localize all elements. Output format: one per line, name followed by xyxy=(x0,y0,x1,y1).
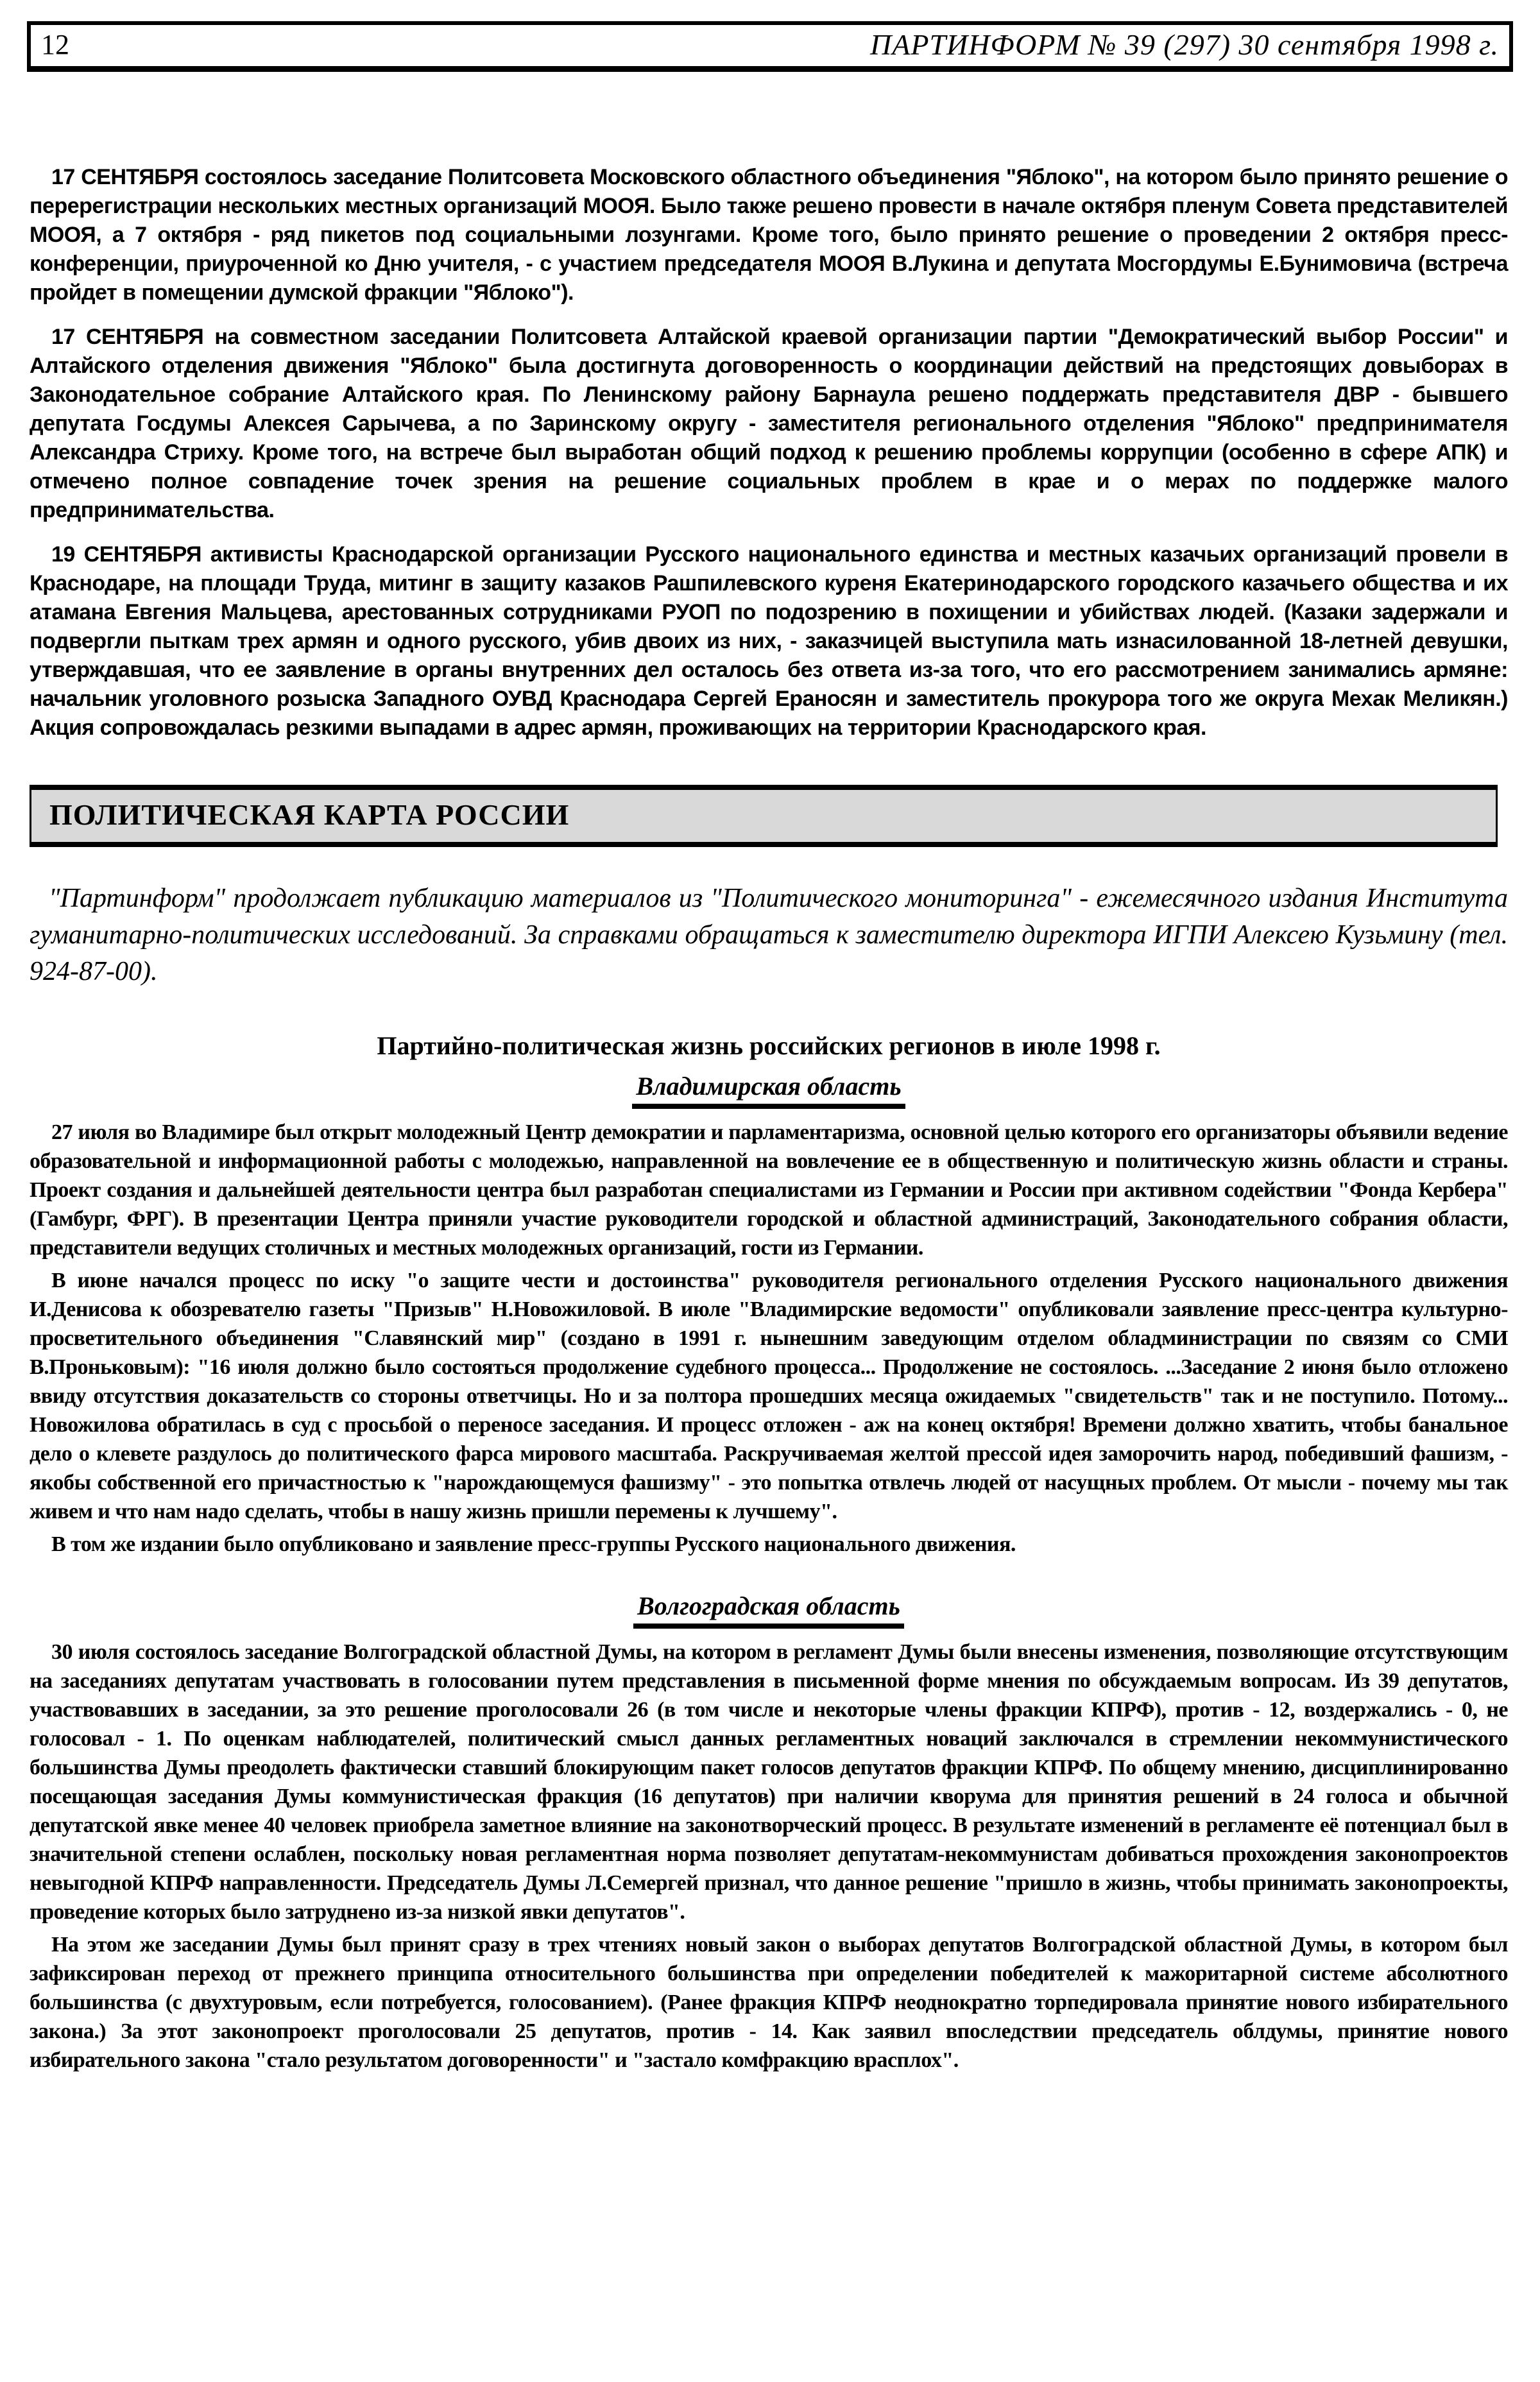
news-date: 17 СЕНТЯБРЯ xyxy=(51,165,199,189)
news-date: 19 СЕНТЯБРЯ xyxy=(51,542,201,567)
region-paragraph: В июне начался процесс по иску "о защите чести и достоинства" руководителя регионального отделения Русского национального движения И.Денисова к обозревателю газеты "Призыв" Н.Новожиловой. В июле "Владимирские ведомости" опубликовали заявление пресс-центра культурно-просветительного объединения "Славянский мир" (создано в 1991 г. нынешним заведующим отделом обладминистрации по связям со СМИ В.Проньковым): "16 июля должно было состояться продолжение судебного процесса... Продолжение не состоялось. ...Заседание 2 июня было отложено ввиду отсутствия доказательств со стороны ответчицы. Но и за полтора прошедших месяца ожидаемых "свидетельств" так и не поступило. Потому... Новожилова обратилась в суд с просьбой о переносе заседания. И процесс отложен - аж на конец октября! Времени должно хватить, чтобы банальное дело о клевете раздулось до политического фарса мирового масштаба. Раскручиваемая желтой прессой идея заморочить народ, победивший фашизм, - якобы собственной его причастностью к "нарождающемуся фашизму" - это попытка отвлечь людей от насущных проблем. От мысли - почему мы так живем и что нам надо сделать, чтобы в нашу жизнь пришли перемены к лучшему". xyxy=(30,1268,1508,1523)
region-heading-volgograd xyxy=(30,1592,1508,1629)
page-number: 12 xyxy=(41,29,69,60)
region-paragraph: В том же издании было опубликовано и заявление пресс-группы Русского национального движения. xyxy=(51,1532,1016,1556)
region-heading-vladimir xyxy=(30,1072,1508,1109)
page-header xyxy=(27,21,1513,72)
monitoring-heading: Партийно-политическая жизнь российских регионов в июле 1998 г. xyxy=(377,1031,1161,1060)
region-name: Владимирская область xyxy=(632,1072,905,1109)
news-text: на совместном заседании Политсовета Алтайской краевой организации партии "Демократический выбор России" и Алтайского отделения движения "Яблоко" была достигнута договоренность о координации действий на предстоящих довыборах в Законодательное собрание Алтайского края. По Ленинскому району Барнаула решено поддержать представителя ДВР - бывшего депутата Госдумы Алексея Сарычева, а по Заринскому округу - заместителя регионального отделения "Яблоко" предпринимателя Александра Стриху. Кроме того, на встрече был выработан общий подход к решению проблемы коррупции (особенно в сфере АПК) и отмечено полное совпадение точек зрения на решение социальных проблем в крае и о мерах по поддержке малого предпринимательства. xyxy=(30,325,1509,522)
news-text: активисты Краснодарской организации Русского национального единства и местных казачьих организаций провели в Краснодаре, на площади Труда, митинг в защиту казаков Рашпилевского куреня Екатеринодарского городского казачьего общества и их атамана Евгения Мальцева, арестованных сотрудниками РУОП по подозрению в похищении и убийствах людей. (Казаки задержали и подвергли пыткам трех армян и одного русского, убив двоих из них, - заказчицей выступила мать изнасилованной 18-летней девушки, утверждавшая, что ее заявление в органы внутренних дел осталось без ответа из-за того, что его рассмотрением занимались армяне: начальник уголовного розыска Западного ОУВД Краснодара Сергей Ераносян и заместитель прокурора того же округа Мехак Меликян.) Акция сопровождалась резкими выпадами в адрес армян, проживающих на территории Краснодарского края. xyxy=(30,542,1508,740)
region-name: Волгоградская область xyxy=(633,1592,904,1629)
section-intro: "Партинформ" продолжает публикацию материалов из "Политического мониторинга" - ежемесячного издания Института гуманитарно-политических исследований. За справками обращаться к заместителю директора ИГПИ Алексею Кузьмину (тел. 924-87-00). xyxy=(30,883,1508,986)
section-title-box xyxy=(30,785,1498,847)
news-paragraph xyxy=(30,540,1508,742)
news-paragraph xyxy=(30,323,1508,525)
region-paragraph: 30 июля состоялось заседание Волгоградской областной Думы, на котором в регламент Думы были внесены изменения, позволяющие отсутствующим на заседаниях депутатам участвовать в голосовании путем представления в письменной форме мнения по обсуждаемым вопросам. Из 39 депутатов, участвовавших в заседании, за это решение проголосовали 26 (в том числе и некоторые члены фракции КПРФ), против - 12, воздержались - 0, не голосовал - 1. По оценкам наблюдателей, политический смысл данных регламентных новаций заключался в стремлении некоммунистического большинства Думы преодолеть фактически ставший блокирующим пакет голосов депутатов фракции КПРФ. По общему мнению, дисциплинированно посещающая заседания Думы коммунистическая фракция (16 депутатов) при наличии кворума для принятия решений в 24 голоса и обычной депутатской явке менее 40 человек приобрела заметное влияние на законотворческий процесс. В результате изменений в регламенте её потенциал был в значительной степени ослаблен, поскольку новая регламентная норма позволяет депутатам-некоммунистам добиваться прохождения законопроектов невыгодной КПРФ направленности. Председатель Думы Л.Семергей признал, что данное решение "пришло в жизнь, чтобы принимать законопроекты, проведение которых было затруднено из-за низкой явки депутатов". xyxy=(30,1640,1508,1924)
region-paragraph: На этом же заседании Думы был принят сразу в трех чтениях новый закон о выборах депутатов Волгоградской областной Думы, в котором был зафиксирован переход от прежнего принципа относительного большинства при определении победителей к мажоритарной системе абсолютного большинства (с двухтуровым, если потребуется, голосованием). (Ранее фракция КПРФ неоднократно торпедировала принятие нового избирательного закона.) За этот законопроект проголосовали 25 депутатов, против - 14. Как заявил впоследствии председатель облдумы, принятие нового избирательного закона "стало результатом договоренности" и "застало комфракцию врасплох". xyxy=(30,1932,1508,2072)
news-date: 17 СЕНТЯБРЯ xyxy=(51,325,204,349)
journal-title: ПАРТИНФОРМ № 39 (297) 30 сентября 1998 г. xyxy=(870,28,1499,61)
news-paragraph xyxy=(30,163,1508,307)
news-section xyxy=(30,163,1508,742)
region-paragraph: 27 июля во Владимире был открыт молодежный Центр демократии и парламентаризма, основной целью которого его организаторы объявили ведение образовательной и информационной работы с молодежью, направленной на вовлечение ее в общественную и политическую жизнь области и страны. Проект создания и дальнейшей деятельности центра был разработан специалистами из Германии и России при активном содействии "Фонда Кербера" (Гамбург, ФРГ). В презентации Центра приняли участие руководители городской и областной администраций, Законодательного собрания области, представители ведущих столичных и местных молодежных организаций, гости из Германии. xyxy=(30,1120,1508,1260)
news-text: состоялось заседание Политсовета Московского областного объединения "Яблоко", на котором было принято решение о перерегистрации нескольких местных организаций МООЯ. Было также решено провести в начале октября пленум Совета представителей МООЯ, а 7 октября - ряд пикетов под социальными лозунгами. Кроме того, было принято решение о проведении 2 октября пресс-конференции, приуроченной ко Дню учителя, - с участием председателя МООЯ В.Лукина и депутата Мосгордумы Е.Бунимовича (встреча пройдет в помещении думской фракции "Яблоко"). xyxy=(30,165,1509,305)
section-title: ПОЛИТИЧЕСКАЯ КАРТА РОССИИ xyxy=(49,798,570,831)
